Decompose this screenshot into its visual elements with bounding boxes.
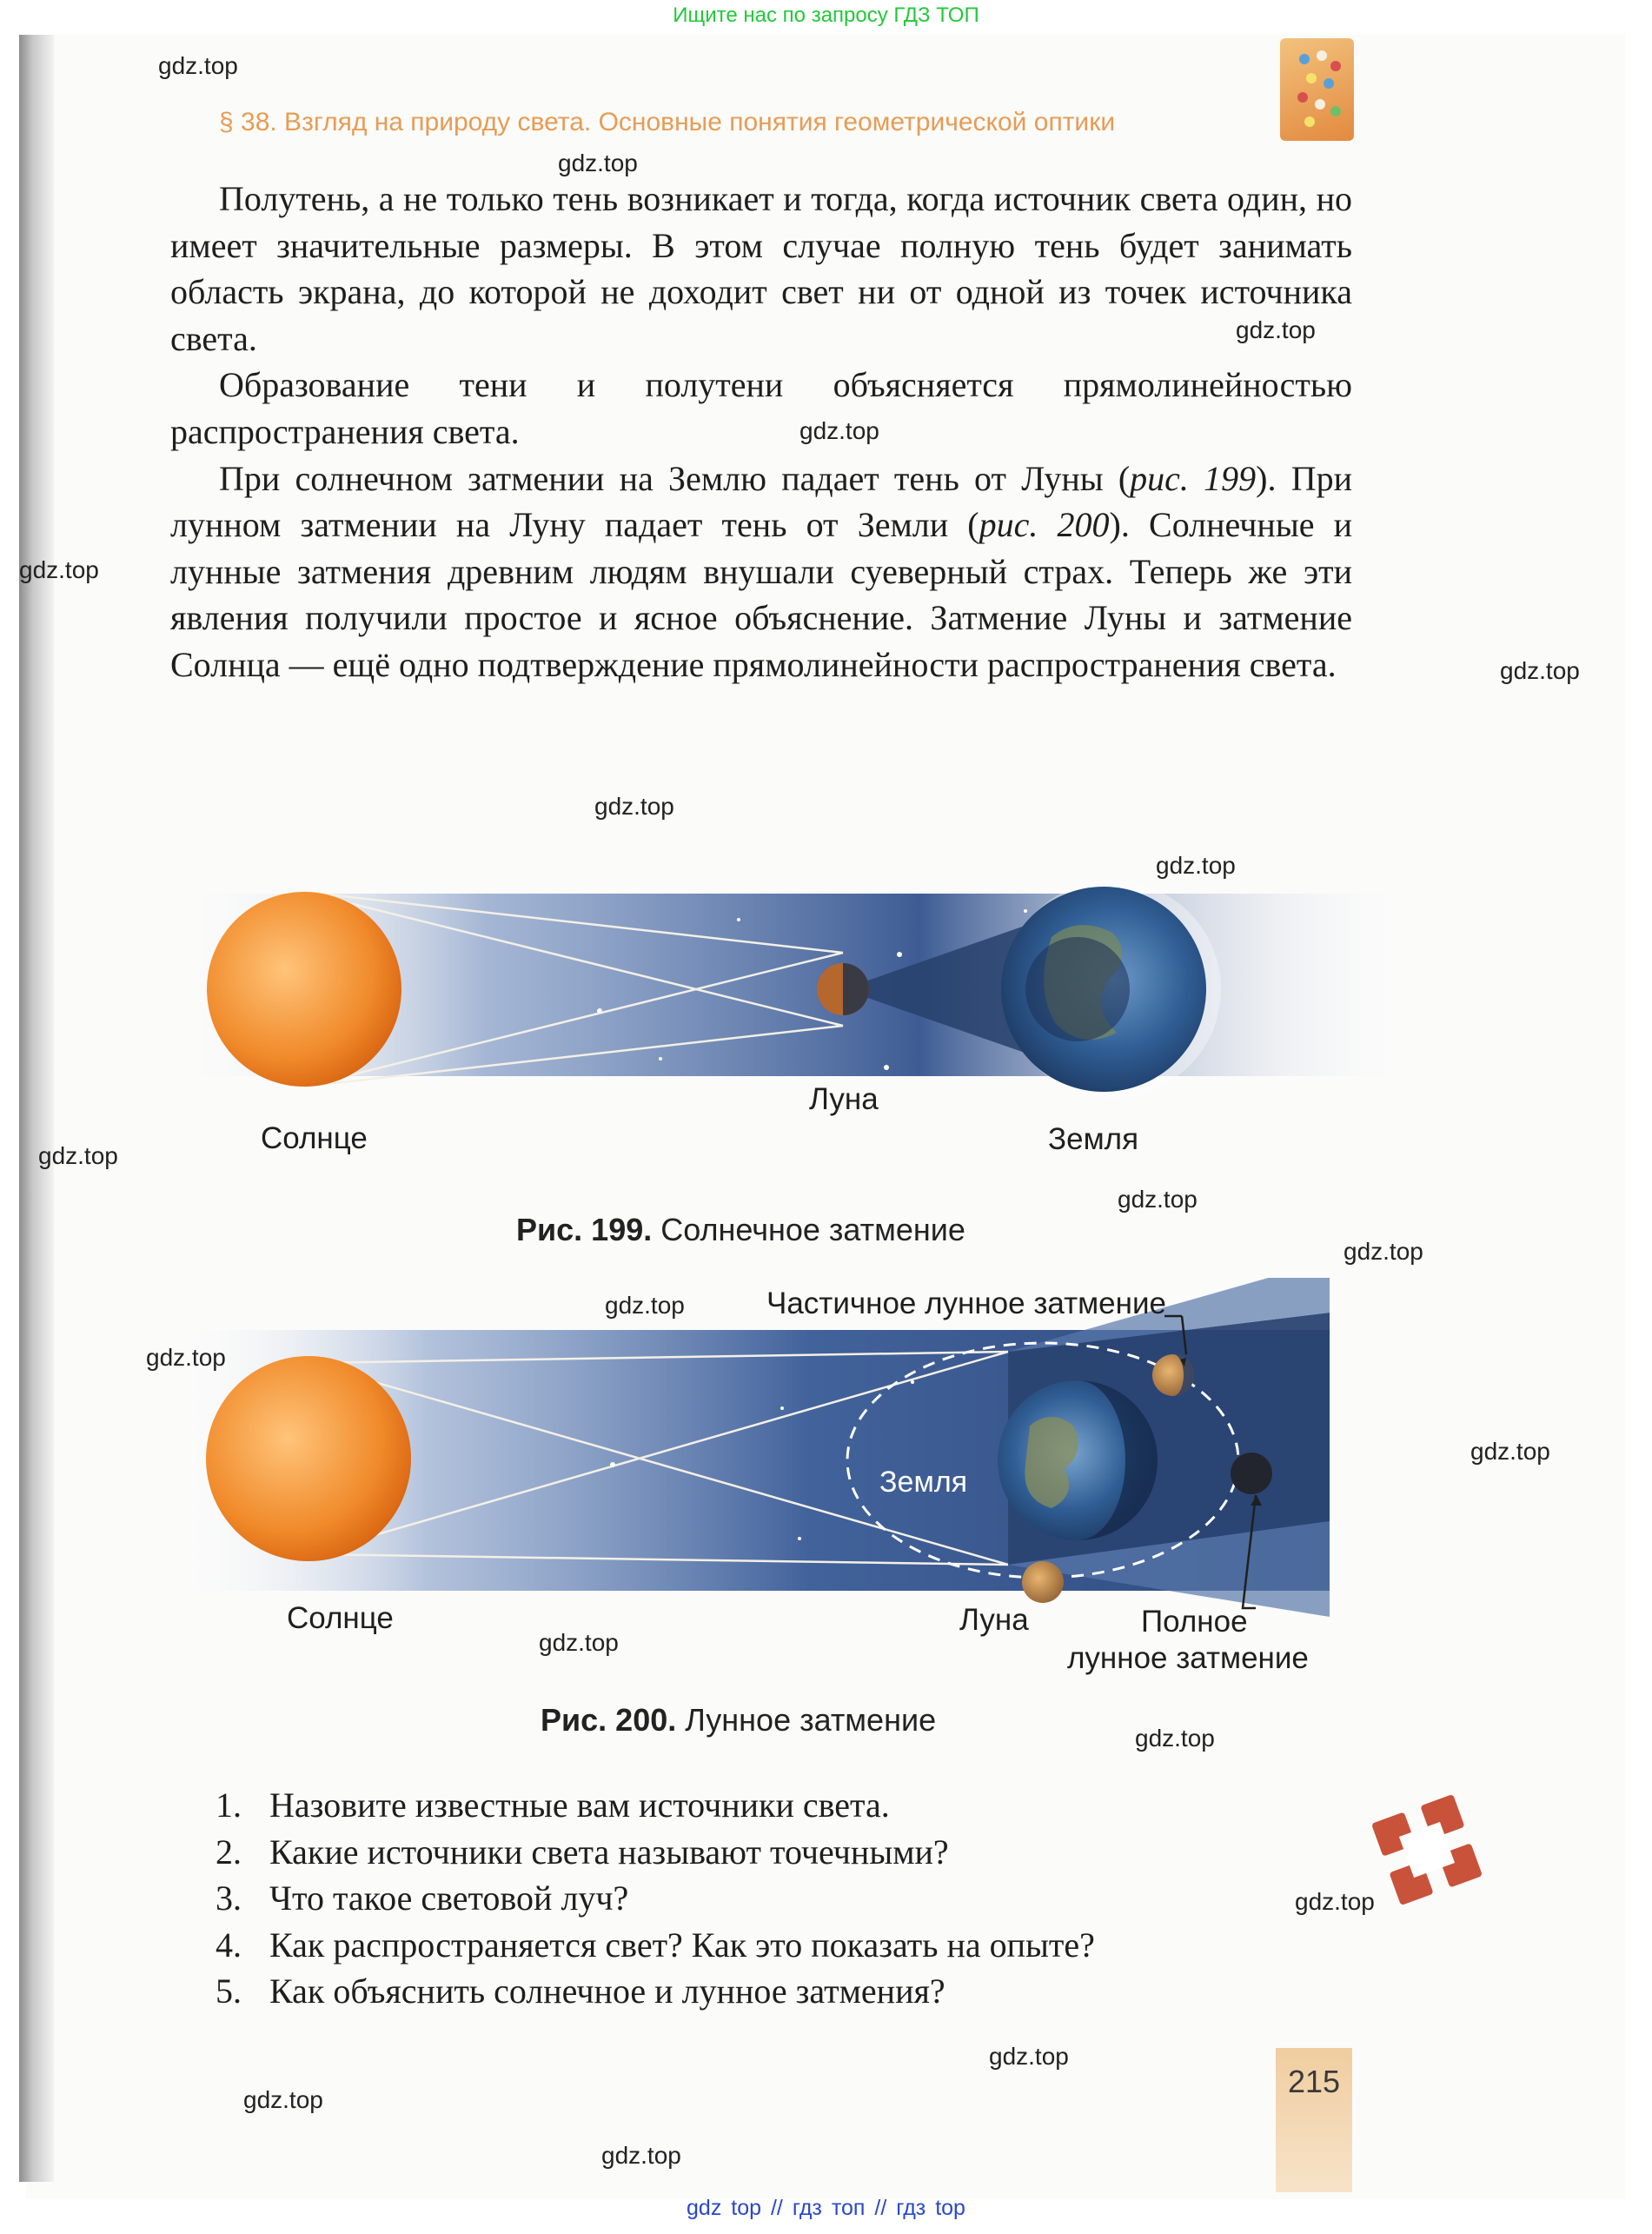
bottom-links[interactable]: gdz top // гдз топ // гдз top [687, 2196, 965, 2220]
watermark: gdz.top [605, 1292, 685, 1319]
figure-199-caption: Рис. 199. Солнечное затмение [516, 1212, 965, 1247]
watermark: gdz.top [243, 2086, 323, 2113]
watermark: gdz.top [594, 793, 674, 820]
moon-in-orbit [1022, 1561, 1064, 1603]
watermark: gdz.top [1135, 1725, 1215, 1752]
section-badge-icon [1280, 38, 1354, 141]
watermark: gdz.top [19, 556, 99, 583]
fig199-sun-label: Солнце [261, 1121, 368, 1155]
fig200-total-eclipse-label-line2: лунное затмение [1067, 1641, 1309, 1675]
figure-ref-200: рис. 200 [979, 505, 1110, 545]
questions-section-icon [1366, 1789, 1488, 1911]
question-item: 4. Как распространяется свет? Как это показать на опыте? [216, 1925, 1095, 1965]
sun-disk [206, 1356, 411, 1561]
watermark: gdz.top [1343, 1238, 1423, 1265]
question-item: 1. Назовите известные вам источники света. [216, 1785, 890, 1825]
fig200-sun-label: Солнце [287, 1601, 394, 1635]
review-questions [216, 1782, 1363, 2015]
question-item: 3. Что такое световой луч? [216, 1878, 629, 1918]
watermark: gdz.top [1236, 316, 1316, 343]
watermark: gdz.top [539, 1629, 619, 1656]
watermark: gdz.top [1470, 1438, 1550, 1465]
question-item: 5. Как объяснить солнечное и лунное затмения? [216, 1971, 945, 2011]
figure-ref-199: рис. 199 [1130, 458, 1257, 498]
total-eclipse-moon [1231, 1453, 1272, 1494]
fig199-earth-label: Земля [1048, 1122, 1139, 1156]
watermark: gdz.top [799, 417, 879, 444]
watermark: gdz.top [38, 1142, 118, 1169]
paragraph-eclipses: При солнечном затмении на Землю падает тень от Луны (рис. 199). При лунном затмении на Луну падает тень от Земли (рис. 200). Солнечные и лунные затмения древним людям внушали суеверный страх. Теперь же эти явления получили простое и ясное объяснение. Затмение Луны и затмение Солнца — ещё одно подтверждение прямолинейности распространения света. [170, 458, 1353, 684]
watermark: gdz.top [989, 2043, 1069, 2070]
main-text [170, 176, 1352, 688]
watermark: gdz.top [1118, 1186, 1198, 1213]
section-header-title: § 38. Взгляд на природу света. Основные понятия геометрической оптики [219, 108, 1116, 136]
shadow-spot-on-earth [1025, 937, 1130, 1041]
figure-200-caption: Рис. 200. Лунное затмение [541, 1702, 937, 1738]
watermark: gdz.top [158, 52, 238, 79]
book-spine-shadow [19, 35, 54, 2182]
fig200-moon-label: Луна [959, 1603, 1029, 1637]
top-search-link[interactable]: Ищите нас по запросу ГДЗ ТОП [673, 3, 979, 27]
watermark: gdz.top [1156, 852, 1236, 879]
watermark: gdz.top [601, 2142, 681, 2169]
fig200-earth-label: Земля [879, 1466, 968, 1499]
watermark: gdz.top [1500, 657, 1580, 684]
paragraph-shadow-formation: Образование тени и полутени объясняется прямолинейностью распространения света. [170, 365, 1352, 451]
page-number: 215 [1287, 2064, 1341, 2099]
fig200-total-eclipse-label-line1: Полное [1141, 1605, 1248, 1639]
watermark: gdz.top [1295, 1888, 1375, 1915]
sun-disk [207, 892, 401, 1087]
watermark: gdz.top [558, 150, 638, 176]
fig199-moon-label: Луна [809, 1082, 879, 1116]
paragraph-penumbra: Полутень, а не только тень возникает и тогда, когда источник света один, но имеет значительные размеры. В этом случае полную тень будет занимать область экрана, до которой не доходит свет ни от одной из точек источника света. [170, 179, 1352, 358]
watermark: gdz.top [146, 1344, 226, 1371]
fig200-partial-eclipse-label: Частичное лунное затмение [766, 1287, 1166, 1320]
question-item: 2. Какие источники света называют точечными? [216, 1832, 949, 1872]
figure-199-solar-eclipse [174, 859, 1416, 1172]
